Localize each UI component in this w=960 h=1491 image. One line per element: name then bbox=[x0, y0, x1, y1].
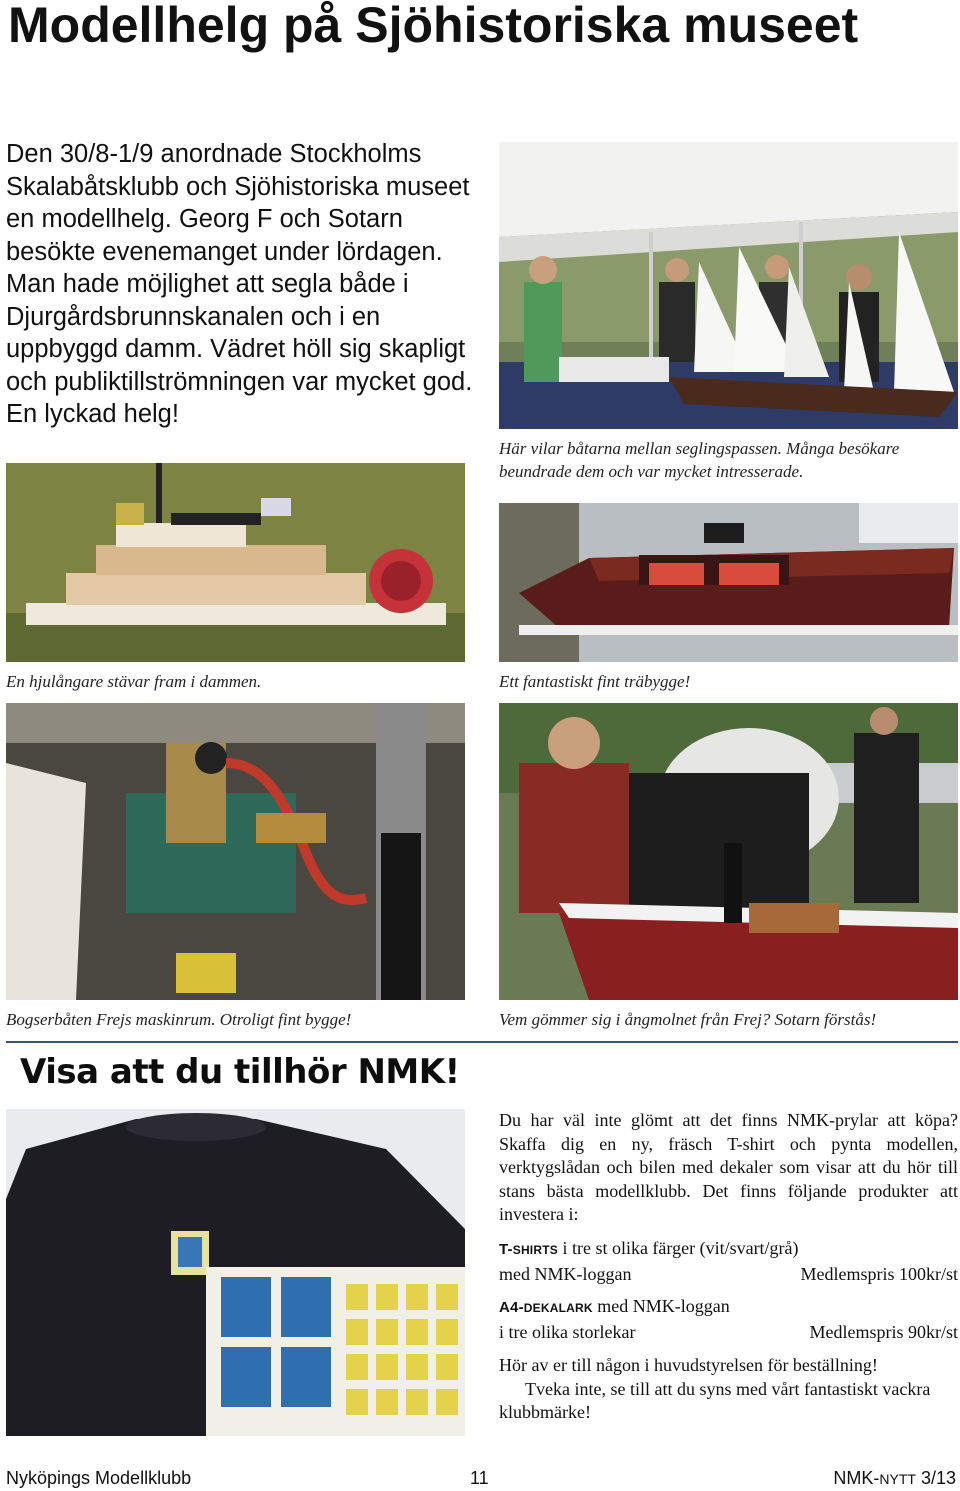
caption-steam-tugboat: Vem gömmer sig i ångmolnet från Frej? Sotarn förstås! bbox=[499, 1010, 877, 1029]
product-tshirts-line1: T-SHIRTS i tre st olika färger (vit/svart/grå) bbox=[499, 1238, 799, 1258]
photo-wooden-boat bbox=[499, 503, 958, 662]
photo-engine-room bbox=[6, 703, 465, 1000]
product-decals-line1: A4-DEKALARK med NMK-loggan bbox=[499, 1296, 730, 1316]
footer-issue: NMK-NYTT 3/13 bbox=[833, 1468, 956, 1488]
page-title: Modellhelg på Sjöhistoriska museet bbox=[8, 0, 859, 53]
product-decals-line2: i tre olika storlekar Medlemspris 90kr/st bbox=[499, 1321, 958, 1345]
footer-club-name: Nyköpings Modellklubb bbox=[6, 1468, 192, 1488]
product-decals-price: Medlemspris 90kr/st bbox=[809, 1321, 958, 1342]
product-decals-name: A4-DEKALARK bbox=[499, 1299, 593, 1316]
photo-steam-tugboat bbox=[499, 703, 958, 1000]
intro-text: Den 30/8-1/9 anordnade Stockholms Skalabåtsklubb och Sjöhistoriska museet en modellhelg. Georg F och Sotarn besökte evenemanget under lördagen. Man hade möjlighet att segla både i Djurgårdsbrunnskanalen och i en uppbyggd damm. Vädret höll sig skapligt och publiktillströmningen var mycket god. En lyckad helg! bbox=[6, 140, 473, 428]
product-tshirts-line2: med NMK-loggan Medlemspris 100kr/st bbox=[499, 1263, 958, 1287]
page-number: 11 bbox=[470, 1468, 489, 1488]
caption-sailboats: Här vilar båtarna mellan seglingspassen. Många besökare beundrade dem och var mycket intresserade. bbox=[499, 439, 900, 481]
photo-tshirt-decals bbox=[6, 1109, 465, 1436]
merch-paragraph: Du har väl inte glömt att det finns NMK-prylar att köpa? Skaffa dig en ny, fräsch T-shirt och pynta modellen, verktygslådan och bilen med dekaler som visar att du hör till stans bästa modellklubb. Det finns följande produkter att investera i: bbox=[499, 1110, 958, 1224]
caption-wooden-boat: Ett fantastiskt fint träbygge! bbox=[499, 672, 691, 691]
caption-paddle-steamer: En hjulångare stävar fram i dammen. bbox=[6, 672, 262, 691]
photo-sailboats-tent bbox=[499, 142, 958, 429]
closing-line-1: Hör av er till någon i huvudstyrelsen för beställning! bbox=[499, 1355, 878, 1375]
section-heading: Visa att du tillhör NMK! bbox=[20, 1052, 460, 1092]
product-tshirts-price: Medlemspris 100kr/st bbox=[800, 1263, 958, 1284]
section-divider bbox=[6, 1041, 958, 1043]
closing-line-2: Tveka inte, se till att du syns med vårt fantastiskt vackra klubbmärke! bbox=[499, 1378, 931, 1422]
product-tshirts bbox=[499, 1237, 958, 1286]
photo-paddle-steamer bbox=[6, 463, 465, 662]
product-tshirts-name: T-SHIRTS bbox=[499, 1241, 558, 1258]
closing-text bbox=[499, 1354, 958, 1425]
product-decals bbox=[499, 1295, 958, 1344]
caption-engine-room: Bogserbåten Frejs maskinrum. Otroligt fint bygge! bbox=[6, 1010, 352, 1029]
